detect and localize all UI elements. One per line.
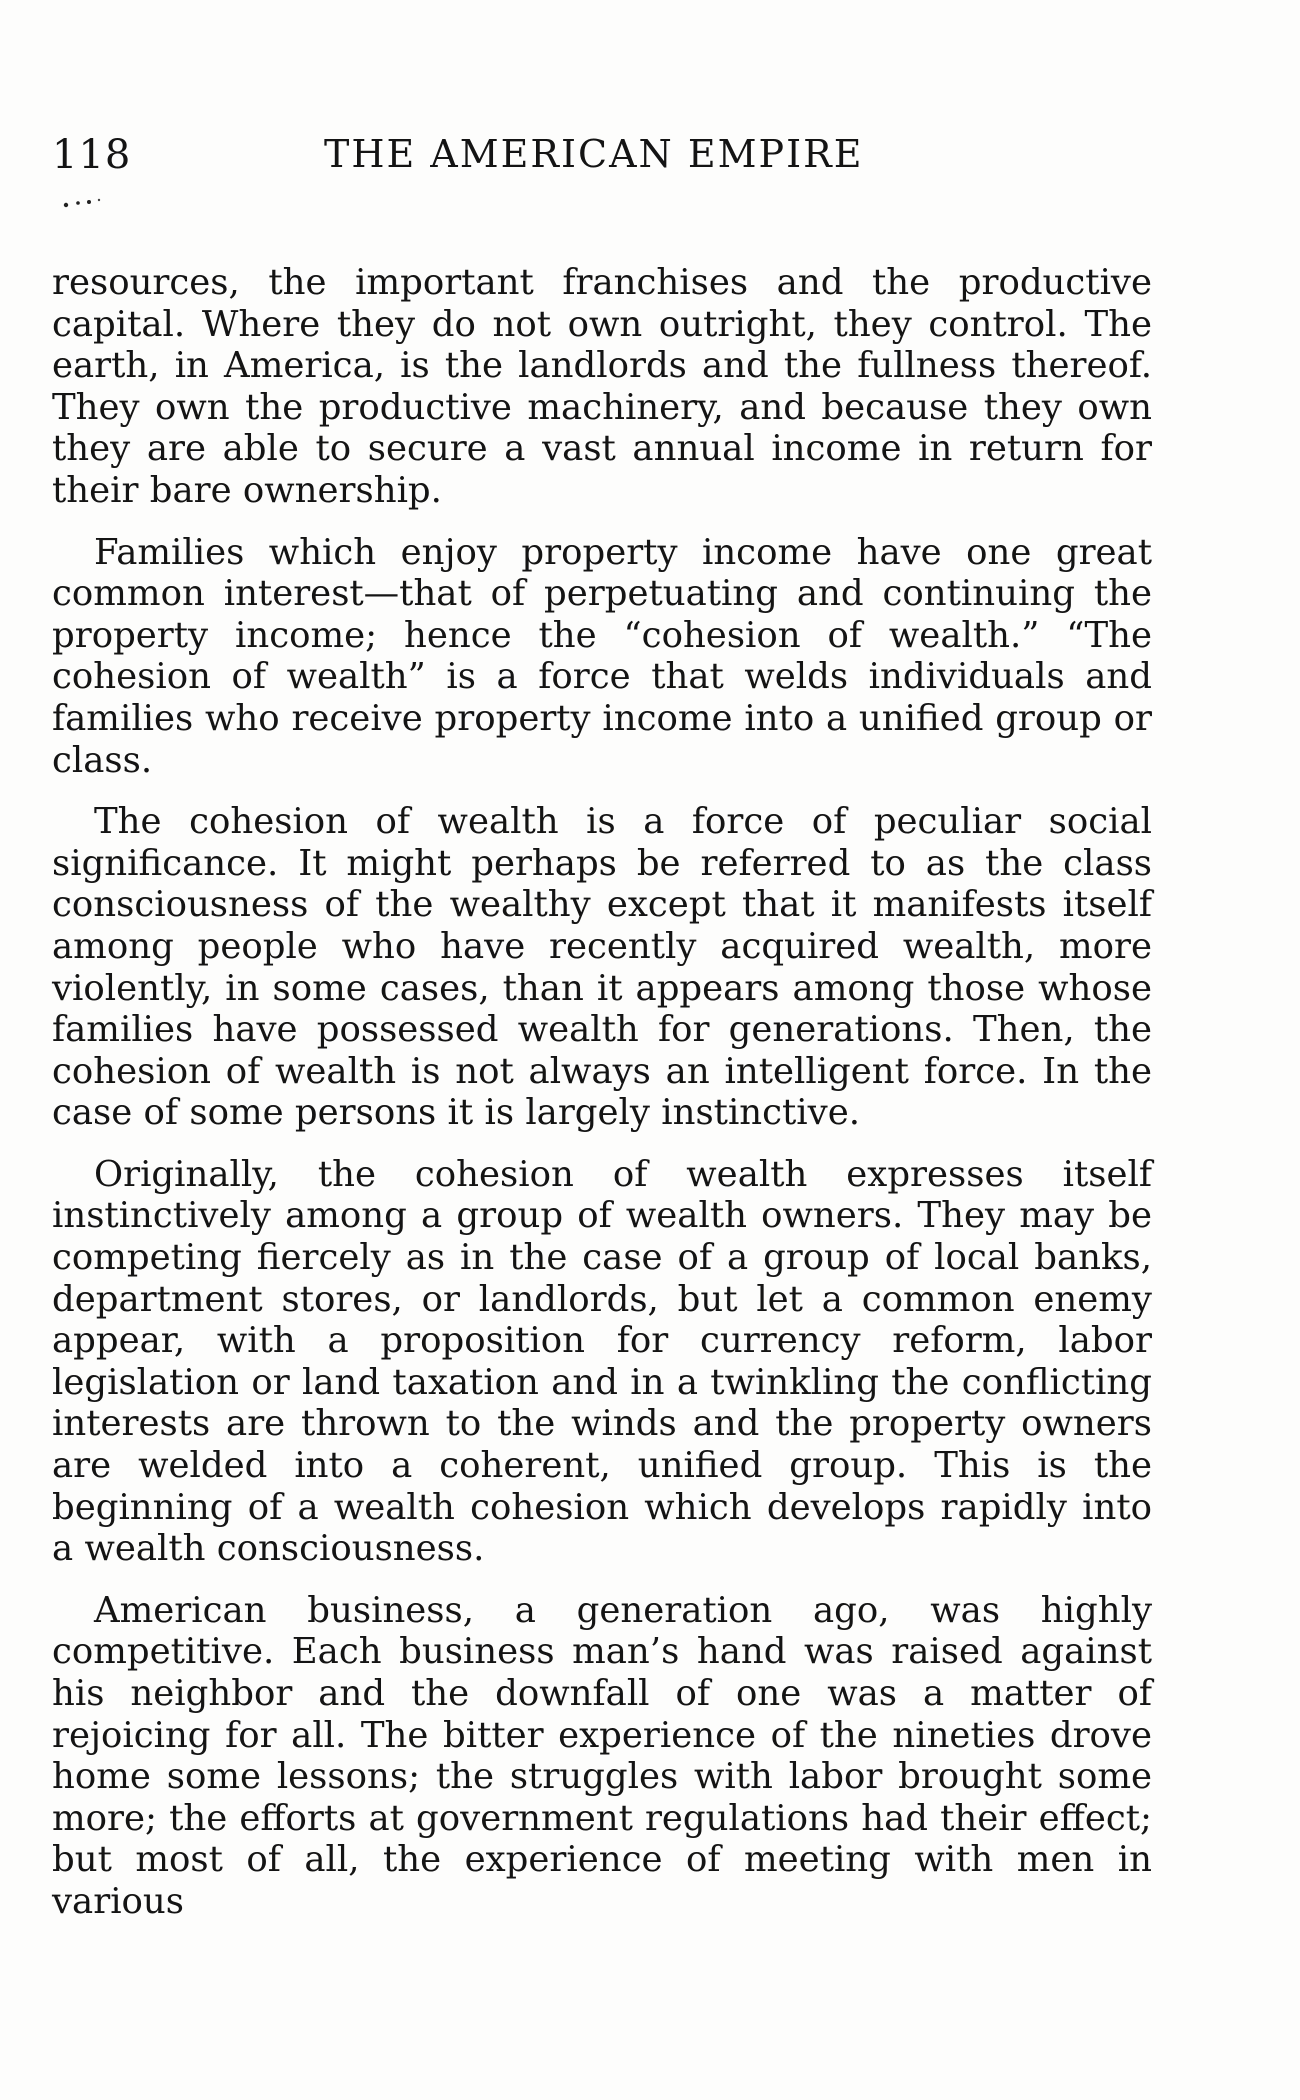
page-number: 118 — [52, 132, 132, 178]
paragraph: American business, a generation ago, was highly competitive. Each business man’s hand was raised against his neighbor and the downfall of one was a matter of rejoicing for all. The bitter experience of the nineties drove home some lessons; the struggles with labor brought some more; the efforts at government regulations had their effect; but most of all, the experience of meeting with men in various — [52, 1589, 1152, 1922]
paragraph: The cohesion of wealth is a force of peculiar social significance. It might perhaps be referred to as the class consciousness of the wealthy except that it manifests itself among people who have recently acquired wealth, more violently, in some cases, than it appears among those whose families have possessed wealth for generations. Then, the cohesion of wealth is not always an intelligent force. In the case of some persons it is largely instinctive. — [52, 801, 1152, 1134]
running-title: THE AMERICAN EMPIRE — [324, 132, 864, 176]
paragraph: Originally, the cohesion of wealth expresses itself instinctively among a group of wealth owners. They may be competing fiercely as in the case of a group of local banks, department stores, or landlords, but let a common enemy appear, with a proposition for currency reform, labor legislation or land taxation and in a twinkling the conflicting interests are thrown to the winds and the property owners are welded into a coherent, unified group. This is the beginning of a wealth cohesion which develops rapidly into a wealth consciousness. — [52, 1153, 1152, 1570]
body-text — [52, 262, 1152, 1943]
print-specks — [62, 196, 122, 210]
paragraph: resources, the important franchises and the productive capital. Where they do not own outright, they control. The earth, in America, is the landlords and the fullness thereof. They own the productive machinery, and because they own they are able to secure a vast annual income in return for their bare ownership. — [52, 262, 1152, 511]
paragraph: Families which enjoy property income have one great common interest—that of perpetuating and continuing the property income; hence the “cohesion of wealth.” “The cohesion of wealth” is a force that welds individuals and families who receive property income into a unified group or class. — [52, 531, 1152, 781]
page-header — [52, 132, 1152, 182]
